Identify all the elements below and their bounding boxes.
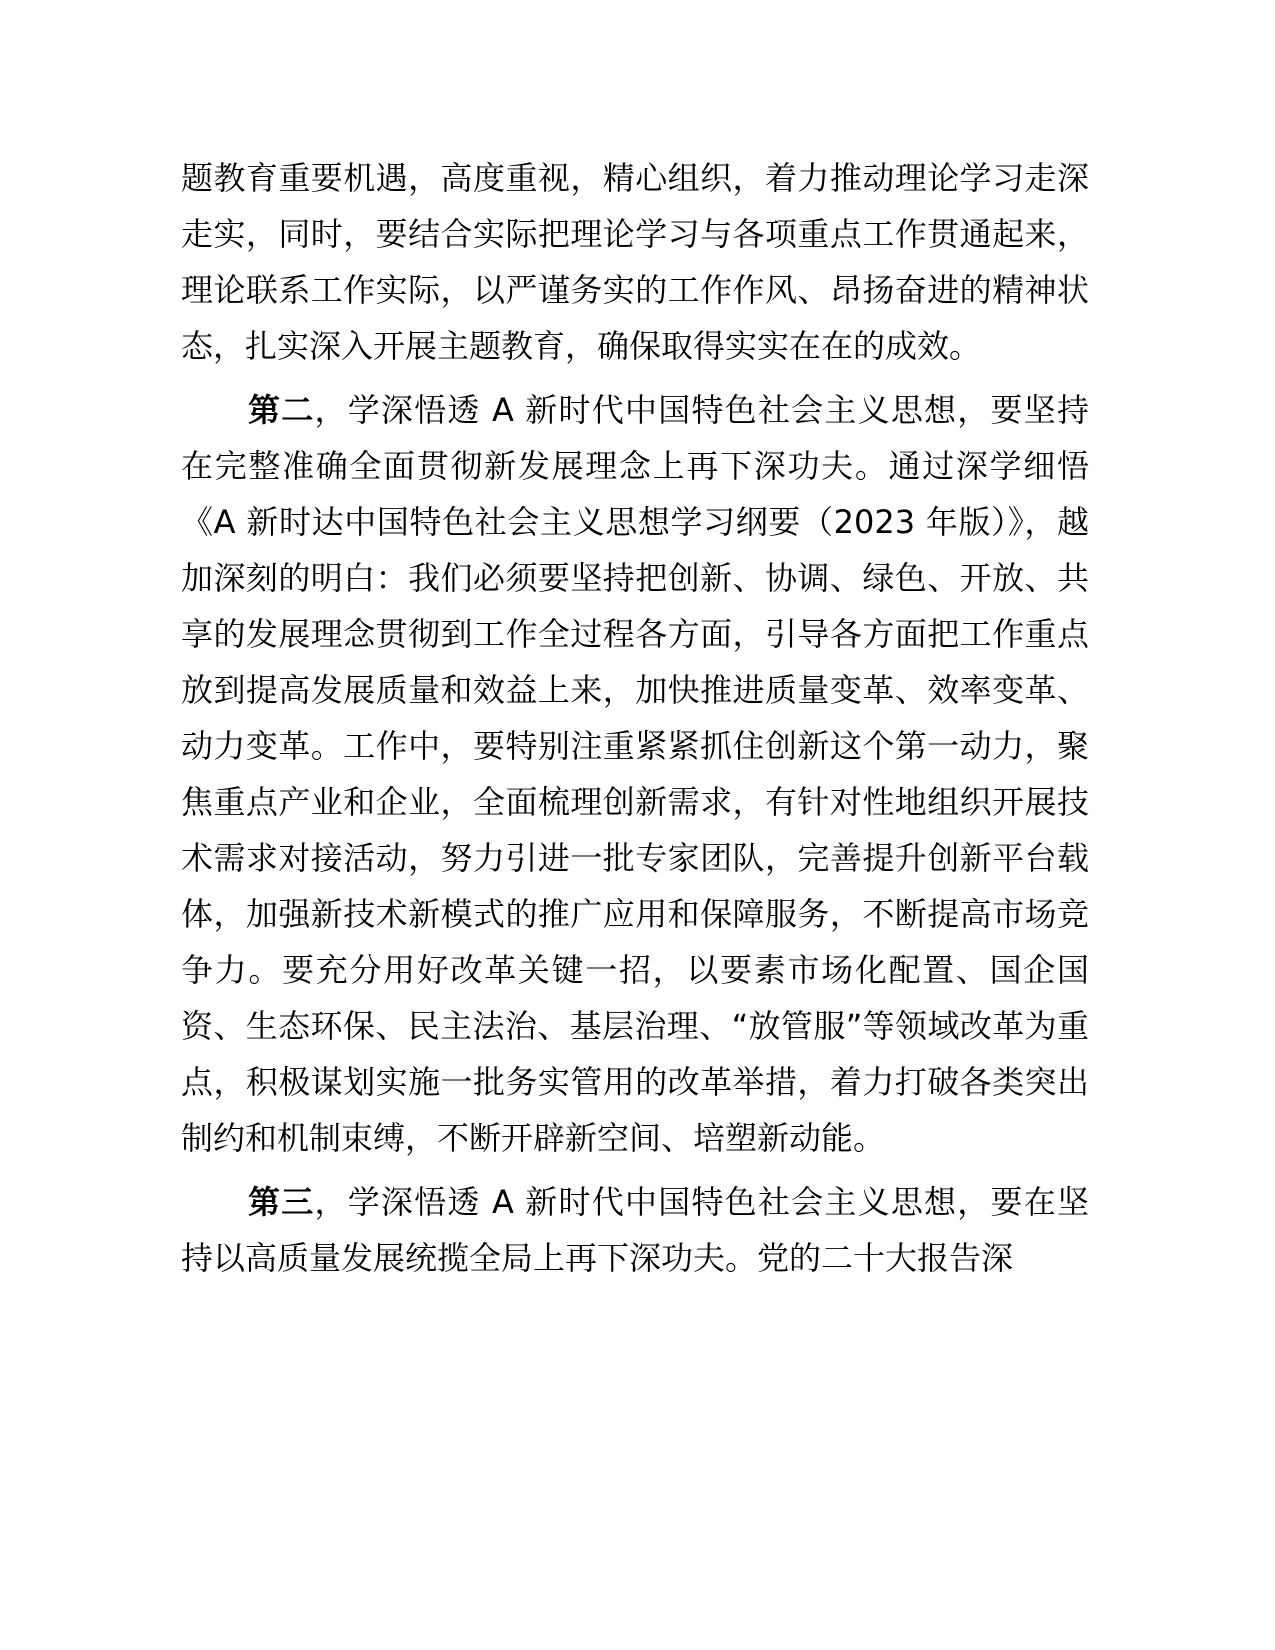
paragraph-text: 学深悟透 A 新时代中国特色社会主义思想，要在坚持以高质量发展统揽全局上再下深功夫。党的二十大报告深	[181, 1183, 1089, 1277]
paragraph-text: 题教育重要机遇，高度重视，精心组织，着力推动理论学习走深走实，同时，要结合实际把理论学习与各项重点工作贯通起来，理论联系工作实际，以严谨务实的工作作风、昂扬奋进的精神状态，扎实深入开展主题教育，确保取得实实在在的成效。	[181, 159, 1089, 365]
document-body	[181, 150, 1089, 1286]
paragraph-lead: 第三	[248, 1183, 315, 1221]
paragraph-second-point	[181, 382, 1089, 1166]
paragraph-text: 学深悟透 A 新时代中国特色社会主义思想，要坚持在完整准确全面贯彻新发展理念上再下深功夫。通过深学细悟《A 新时达中国特色社会主义思想学习纲要（2023 年版）》，越加深刻的明白：我们必须要坚持把创新、协调、绿色、开放、共享的发展理念贯彻到工作全过程各方面，引导各方面把工作重点放到提高发展质量和效益上来，加快推进质量变革、效率变革、动力变革。工作中，要特别注重紧紧抓住创新这个第一动力，聚焦重点产业和企业，全面梳理创新需求，有针对性地组织开展技术需求对接活动，努力引进一批专家团队，完善提升创新平台载体，加强新技术新模式的推广应用和保障服务，不断提高市场竞争力。要充分用好改革关键一招，以要素市场化配置、国企国资、生态环保、民主法治、基层治理、“放管服”等领域改革为重点，积极谋划实施一批务实管用的改革举措，着力打破各类突出制约和机制束缚，不断开辟新空间、培塑新动能。	[181, 391, 1089, 1157]
paragraph-lead-separator: ，	[314, 1183, 348, 1221]
paragraph-lead: 第二	[248, 391, 315, 429]
paragraph-third-point	[181, 1174, 1089, 1286]
paragraph-continuation	[181, 150, 1089, 374]
paragraph-lead-separator: ，	[314, 391, 348, 429]
